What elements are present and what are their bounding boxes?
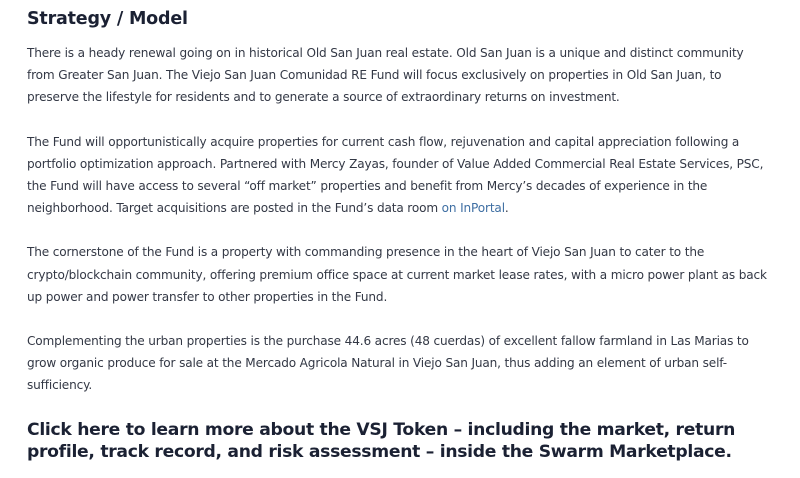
paragraph-acquisition — [27, 131, 772, 220]
paragraph-acquisition-text: The Fund will opportunistically acquire properties for current cash flow, rejuvenation and capital appreciation following a portfolio optimization approach. Partnered with Mercy Zayas, founder of Value Added Commercial Real Estate Services, PSC, the Fund will have access to several “off market” properties and benefit from Mercy’s decades of experience in the neighborhood. Target acquisitions are posted in the Fund’s data room — [27, 134, 764, 216]
paragraph-farmland: Complementing the urban properties is the purchase 44.6 acres (48 cuerdas) of excellent fallow farmland in Las Marias to grow organic produce for sale at the Mercado Agricola Natural in Viejo San Juan, thus adding an element of urban self-sufficiency. — [27, 334, 749, 393]
paragraph-cornerstone: The cornerstone of the Fund is a property with commanding presence in the heart of Viejo San Juan to cater to the crypto/blockchain community, offering premium office space at current market lease rates, with a micro power plant as back up power and power transfer to other properties in the Fund. — [27, 245, 767, 304]
section-heading: Strategy / Model — [27, 9, 188, 29]
vsj-token-cta-link[interactable]: Click here to learn more about the VSJ Token – including the market, return profile, track record, and risk assessment – inside the Swarm Marketplace. — [27, 419, 736, 462]
paragraph-renewal: There is a heady renewal going on in historical Old San Juan real estate. Old San Juan is a unique and distinct community from Greater San Juan. The Viejo San Juan Comunidad RE Fund will focus exclusively on properties in Old San Juan, to preserve the lifestyle for residents and to generate a source of extraordinary returns on investment. — [27, 46, 744, 105]
inportal-link[interactable]: on InPortal — [441, 201, 505, 216]
paragraph-acquisition-end: . — [504, 201, 509, 216]
